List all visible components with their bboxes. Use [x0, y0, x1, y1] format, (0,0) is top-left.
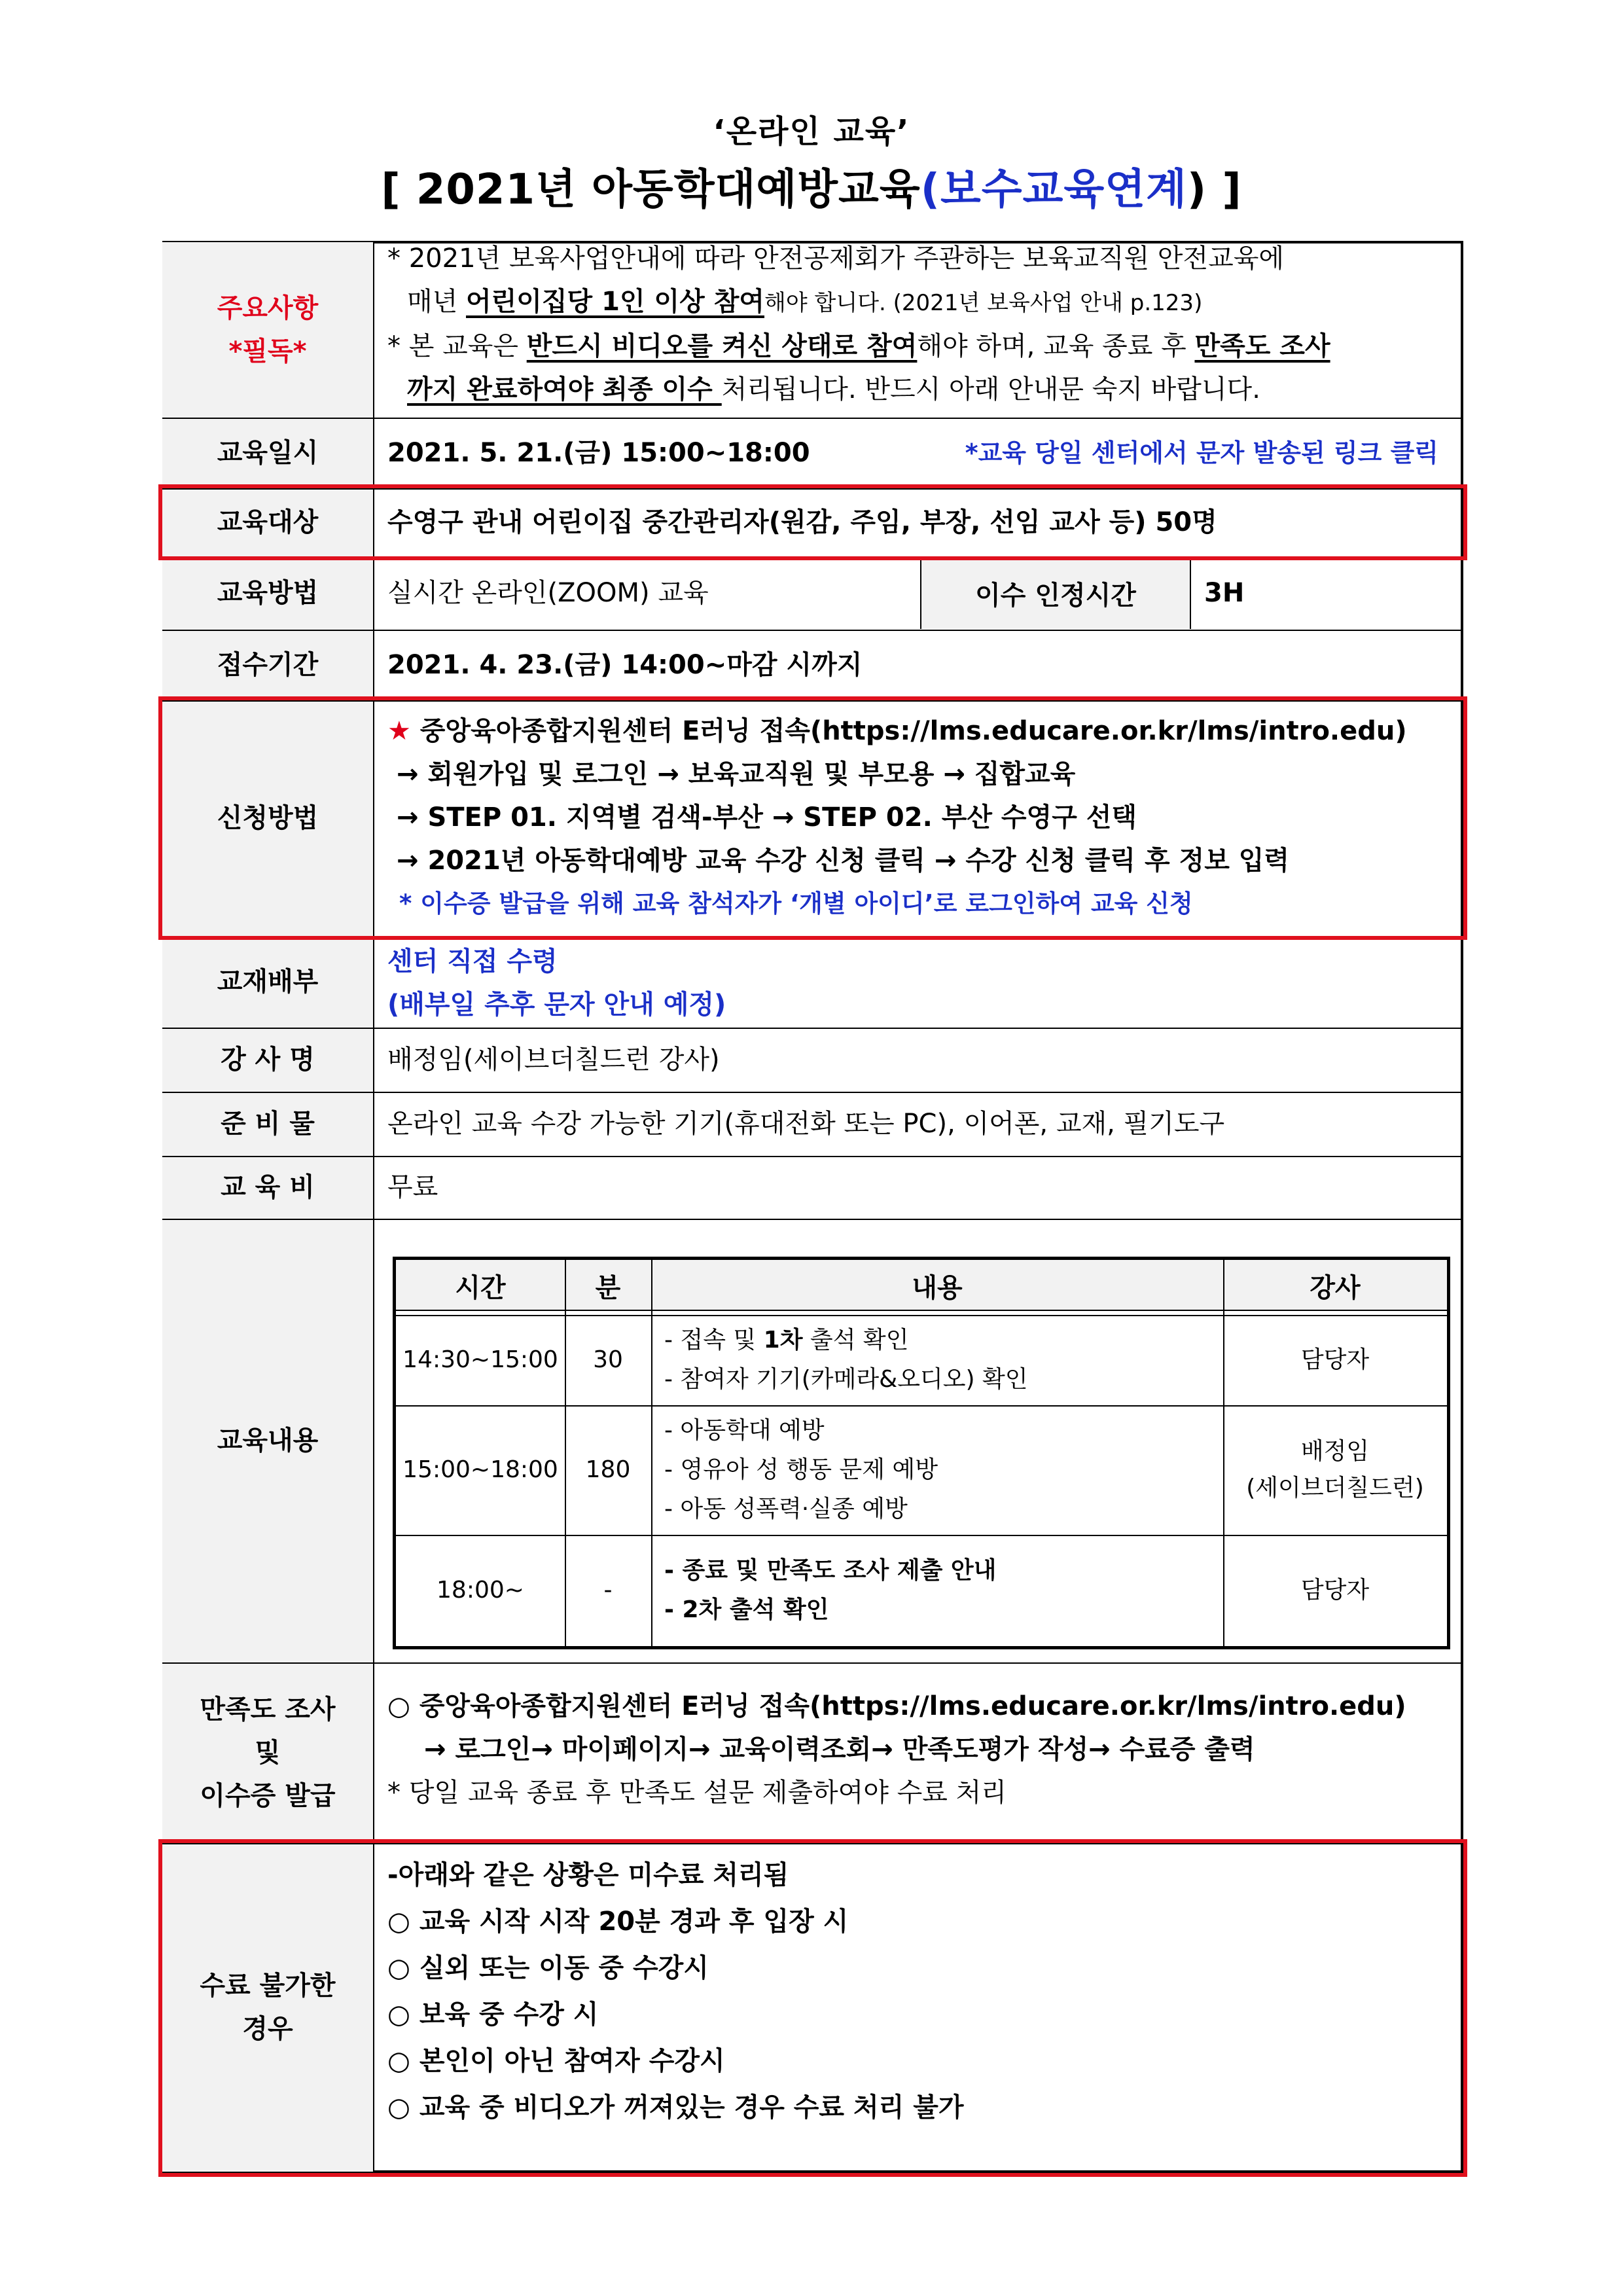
highlight-box-apply — [158, 696, 1467, 940]
schedule-row-1-time: 14:30~15:00 — [402, 1346, 558, 1373]
schedule-row-3-time: 18:00~ — [437, 1577, 524, 1604]
label-notice — [162, 242, 374, 418]
prep-value: 온라인 교육 수강 가능한 기기(휴대전화 또는 PC), 이어폰, 교재, 필기도구 — [387, 1109, 1225, 1139]
schedule-header-time: 시간 — [396, 1260, 565, 1311]
label-fail: 수료 불가한 경우 — [162, 1843, 374, 2172]
hours-value: 3H — [1204, 578, 1245, 608]
fee-row — [387, 1156, 1452, 1219]
notice-line-3: * 본 교육은 반드시 비디오를 켜신 상태로 참여해야 하며, 교육 종료 후 만족도 조사 — [387, 331, 1330, 361]
survey-content — [387, 1685, 1452, 1814]
survey-line-3: * 당일 교육 종료 후 만족도 설문 제출하여야 수료 처리 — [387, 1778, 1007, 1808]
schedule-row-2-time: 15:00~18:00 — [402, 1456, 558, 1483]
date-value: 2021. 5. 21.(금) 15:00~18:00 — [387, 438, 810, 468]
title-main-highlight: (보수교육연계 — [920, 166, 1187, 214]
label-content: 교육내용 — [162, 1219, 374, 1662]
survey-line-2: → 로그인→ 마이페이지→ 교육이력조회→ 만족도평가 작성→ 수료증 출력 — [424, 1734, 1255, 1765]
star-icon: ★ — [387, 716, 411, 746]
apply-line-4: → 2021년 아동학대예방 교육 수강 신청 클릭 → 수강 신청 클릭 후 정보 입력 — [397, 846, 1290, 876]
schedule-row-2-min: 180 — [585, 1456, 631, 1483]
label-apply: 신청방법 — [162, 700, 374, 936]
fail-intro: -아래와 같은 상황은 미수료 처리됨 — [387, 1860, 789, 1890]
date-note: *교육 당일 센터에서 문자 발송된 링크 클릭 — [965, 439, 1438, 467]
material-line-2: (배부일 추후 문자 안내 예정) — [387, 990, 726, 1020]
title-main-pre: [ 2021년 아동학대예방교육 — [381, 166, 921, 214]
label-notice-required: *필독* — [228, 336, 307, 367]
document-subtitle: ‘온라인 교육’ — [713, 113, 910, 150]
method-row — [387, 556, 1452, 630]
material-line-1: 센터 직접 수령 — [387, 946, 558, 977]
fail-item: ○ 보육 중 수강 시 — [387, 2000, 599, 2030]
fail-item: ○ 실외 또는 이동 중 수강시 — [387, 1953, 709, 1983]
schedule-table — [393, 1257, 1450, 1649]
hours-label: 이수 인정시간 — [920, 557, 1191, 629]
fee-value: 무료 — [387, 1172, 438, 1202]
fail-item: ○ 교육 중 비디오가 꺼져있는 경우 수료 처리 불가 — [387, 2092, 964, 2123]
survey-line-1: ○ 중앙육아종합지원센터 E러닝 접속(https://lms.educare.or.kr/lms/intro.edu) — [387, 1691, 1406, 1721]
label-notice-text: 주요사항 — [217, 293, 319, 323]
highlight-box-target — [158, 484, 1467, 560]
label-material: 교재배부 — [162, 936, 374, 1028]
label-prep: 준 비 물 — [162, 1092, 374, 1156]
schedule-row-1-content: - 접속 및 1차 출석 확인 - 참여자 기기(카메라&오디오) 확인 — [664, 1327, 1028, 1393]
notice-content — [387, 237, 1452, 411]
label-survey: 만족도 조사 및 이수증 발급 — [162, 1662, 374, 1843]
schedule-header-min: 분 — [565, 1260, 651, 1311]
target-value: 수영구 관내 어린이집 중간관리자(원감, 주임, 부장, 선임 교사 등) 50명 — [387, 507, 1217, 537]
schedule-row-3-lecturer: 담당자 — [1300, 1577, 1370, 1604]
schedule-row-2-lecturer: 배정임 (세이브더칠드런) — [1246, 1438, 1424, 1501]
schedule-row-3-min: - — [603, 1577, 613, 1604]
label-target: 교육대상 — [162, 488, 374, 556]
fail-item: ○ 본인이 아닌 참여자 수강시 — [387, 2046, 725, 2076]
instructor-row — [387, 1028, 1452, 1092]
notice-line-1: * 2021년 보육사업안내에 따라 안전공제회가 주관하는 보육교직원 안전교육에 — [387, 243, 1284, 274]
title-main-post: ) ] — [1186, 166, 1242, 214]
apply-line-5: * 이수증 발급을 위해 교육 참석자가 ‘개별 아이디’로 로그인하여 교육 신청 — [399, 889, 1193, 918]
label-fee: 교 육 비 — [162, 1156, 374, 1219]
schedule-header-content: 내용 — [651, 1260, 1223, 1311]
material-content — [387, 940, 1452, 1026]
highlight-box-fail — [158, 1839, 1467, 2177]
apply-line-1: ★ 중앙육아종합지원센터 E러닝 접속(https://lms.educare.or.kr/lms/intro.edu) — [387, 716, 1407, 746]
label-period: 접수기간 — [162, 630, 374, 700]
schedule-row-1-min: 30 — [593, 1346, 623, 1373]
period-row — [387, 630, 1452, 700]
notice-line-4: 까지 완료하여야 최종 이수 처리됩니다. 반드시 아래 안내문 숙지 바랍니다. — [407, 374, 1260, 404]
schedule-row-1-lecturer: 담당자 — [1300, 1346, 1370, 1373]
notice-line-2: 매년 어린이집당 1인 이상 참여해야 합니다. (2021년 보육사업 안내 p.123) — [407, 287, 1203, 317]
method-value: 실시간 온라인(ZOOM) 교육 — [387, 578, 709, 608]
apply-line-3: → STEP 01. 지역별 검색-부산 → STEP 02. 부산 수영구 선택 — [397, 802, 1137, 833]
date-row — [387, 418, 1452, 488]
prep-row — [387, 1092, 1452, 1156]
label-method: 교육방법 — [162, 556, 374, 630]
schedule-row-2-content: - 아동학대 예방 - 영유아 성 행동 문제 예방 - 아동 성폭력·실종 예방 — [664, 1417, 938, 1522]
document-title — [0, 156, 1623, 216]
schedule-row-3-content: - 종료 및 만족도 조사 제출 안내 - 2차 출석 확인 — [664, 1557, 997, 1623]
period-value: 2021. 4. 23.(금) 14:00~마감 시까지 — [387, 650, 863, 680]
apply-line-2: → 회원가입 및 로그인 → 보육교직원 및 부모용 → 집합교육 — [397, 759, 1076, 789]
schedule-header-lecturer: 강사 — [1223, 1260, 1447, 1311]
fail-item: ○ 교육 시작 시작 20분 경과 후 입장 시 — [387, 1907, 849, 1937]
label-date: 교육일시 — [162, 418, 374, 488]
instructor-value: 배정임(세이브더칠드런 강사) — [387, 1045, 720, 1075]
label-instructor: 강 사 명 — [162, 1028, 374, 1092]
